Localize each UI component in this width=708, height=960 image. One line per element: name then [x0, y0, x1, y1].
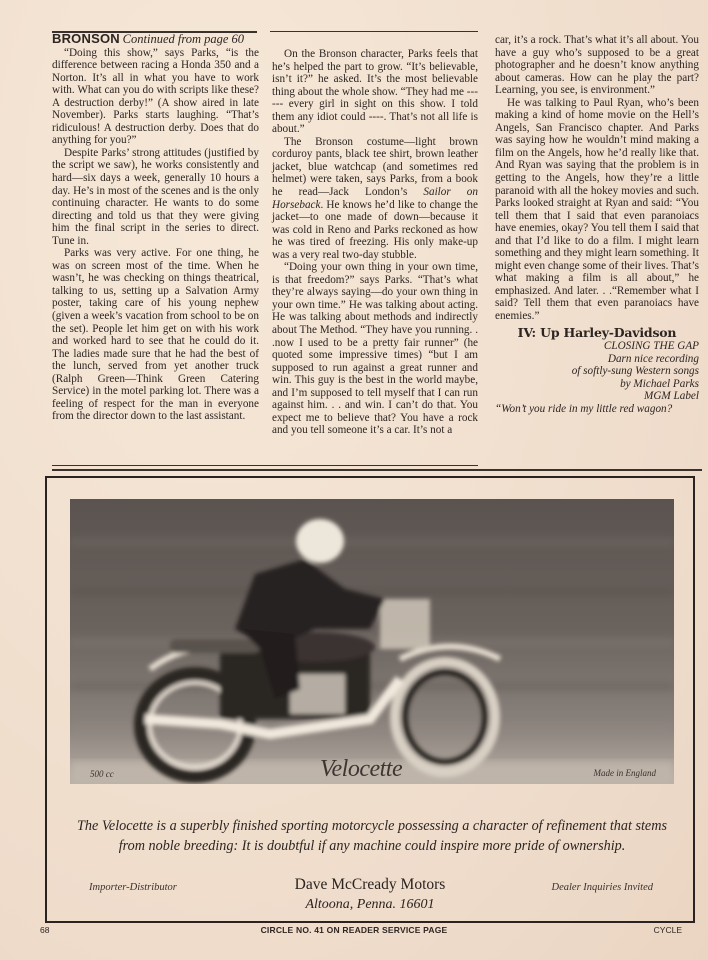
dealer-address: Altoona, Penna. 16601	[305, 897, 435, 912]
paragraph: “Doing this show,” says Parks, “is the difference between racing a Honda 350 and a Norton. It’s all in what you have to work with. What can you do with scripts like these? A destruction derby!” (A show aired in late November). Parks starts laughing. “That’s ridiculous! A destruction derby. Does that do anything for you?”	[52, 46, 259, 147]
paragraph: On the Bronson character, Parks feels that he’s helped the part to grow. “It’s believable, isn’t it?” he asked. It’s the most believable thing about the whole show. “They had me ------ every girl in sight on this show. I told them any idiot could ----. That’s not all life is about.”	[272, 48, 478, 136]
section-heading: IV: Up Harley-Davidson	[517, 324, 677, 340]
magazine-name: CYCLE	[653, 925, 682, 935]
reader-service-note: CIRCLE NO. 41 ON READER SERVICE PAGE	[260, 925, 448, 935]
song-quote: “Won’t you ride in my little red wagon?	[495, 402, 673, 415]
paragraph: He was talking to Paul Ryan, who’s been making a kind of home movie on the Hell’s Angels, San Francisco chapter. And Parks was saying how he wouldn’t mind making a film on the Angels, how he’d really like that. And Ryan was saying that the problem is in getting to the Angels, how they’re a little paranoid with all the hokey movies and such. Parks looked straight at Ryan and said: “You tell them that I said that even paranoiacs have enemies, okay? You tell them I said that and that I’d like to do a film. I might learn something and they might learn something. It might even change some of their lives. That’s what making a film is all about,” he emphasized. And later. . .“Remember what I said? Tell them that even paranoiacs have enemies.”	[495, 96, 699, 323]
velocette-advertisement	[45, 476, 695, 923]
kicker-title: BRONSON	[52, 31, 120, 46]
dealer-name: Dave McCready Motors	[294, 876, 446, 893]
motorcycle-photo	[70, 499, 674, 784]
column-rule	[52, 465, 478, 466]
article-kicker	[52, 33, 259, 47]
book-title: Sailor on Horseback	[272, 186, 478, 211]
dealer-inquiries: Dealer Inquiries Invited	[551, 882, 653, 893]
page-number: 68	[40, 925, 50, 935]
importer-label: Importer-Distributor	[89, 882, 177, 893]
ad-body-copy: The Velocette is a superbly finished sporting motorcycle possessing a character of refinement that stems from noble breeding: It is doubtful if any machine could inspire more pride of ownership.	[76, 818, 667, 854]
song-line: by Michael Parks	[620, 377, 699, 390]
rider-and-bike	[140, 519, 500, 777]
paragraph: Despite Parks’ strong attitudes (justified by the script we saw), he works consistently and hard—six days a week, generally 10 hours a day. He’s in most of the scenes and is the only continuing character. He wants to do some directing and told us that they were giving him the final script in the series to direct. Tune in.	[52, 146, 259, 247]
paragraph-text: . He knows he’d like to change the jacket—to one made of down—because it was cold in Reno and Parks reckoned as how he was tired of freezing. His only make-up was a very real two-day stubble.	[272, 198, 478, 261]
paragraph	[272, 136, 478, 261]
paragraph: “Doing your own thing in your own time, is that freedom?” says Parks. “That’s what they’re always saying—do your own thing in your own time.” He was talking about acting. He was talking about methods and indirectly about The Method. “They have you running. . .now I used to be a pretty fair runner” (he quoted some impressive times) “but I am supposed to run against a great runner and win. This guy is the best in the world maybe, and I’m supposed to tell myself that I can run against him. . . and win. I can’t do that. You expect me to believe that? You have a rock and you tell someone it’s a car. It’s not a	[272, 261, 478, 437]
displacement-caption: 500 cc	[90, 769, 114, 779]
paragraph: Parks was very active. For one thing, he was on screen most of the time. When he wasn’t, he was checking on things theatrical, talking to us, setting up a Salvation Army poster, taking care of his young nephew (given a week’s vacation from school to be on the set). People let him get on with his work and worked hard to see that he could do it. The ladies made sure that he had the best of the lunch, served from yet another truck (Ralph Green—Think Green Catering Service) in the motel parking lot. There was a feeling of respect for the man in everyone from the director down to the last assistant.	[52, 247, 259, 423]
bottom-rule	[52, 469, 702, 471]
song-line: of softly-sung Western songs	[571, 365, 699, 378]
motion-blur-streaks	[70, 539, 674, 730]
paragraph-text: The Bronson costume—light brown corduroy pants, black tee shirt, brown leather jacket, blue watchcap (and sometimes red helmet) were taken, says Parks, from a book he read—Jack London’s	[272, 135, 478, 199]
brand-logo: Velocette	[320, 756, 403, 782]
song-line: CLOSING THE GAP	[603, 340, 699, 353]
paragraph: car, it’s a rock. That’s what it’s all about. You have a guy who’s supposed to be a great photographer and he doesn’t know anything about cameras. How can he play the part? Learning, you see, is environment.”	[495, 34, 699, 97]
article-column-3	[495, 34, 699, 415]
song-line: MGM Label	[644, 390, 699, 403]
kicker-continued: Continued from page 60	[122, 32, 245, 46]
motorcycle-rider-illustration	[70, 499, 674, 784]
top-rule	[270, 31, 478, 32]
song-line: Darn nice recording	[607, 352, 699, 365]
article-column-2	[272, 48, 478, 437]
origin-caption: Made in England	[593, 768, 656, 778]
article-column-1	[52, 33, 259, 423]
